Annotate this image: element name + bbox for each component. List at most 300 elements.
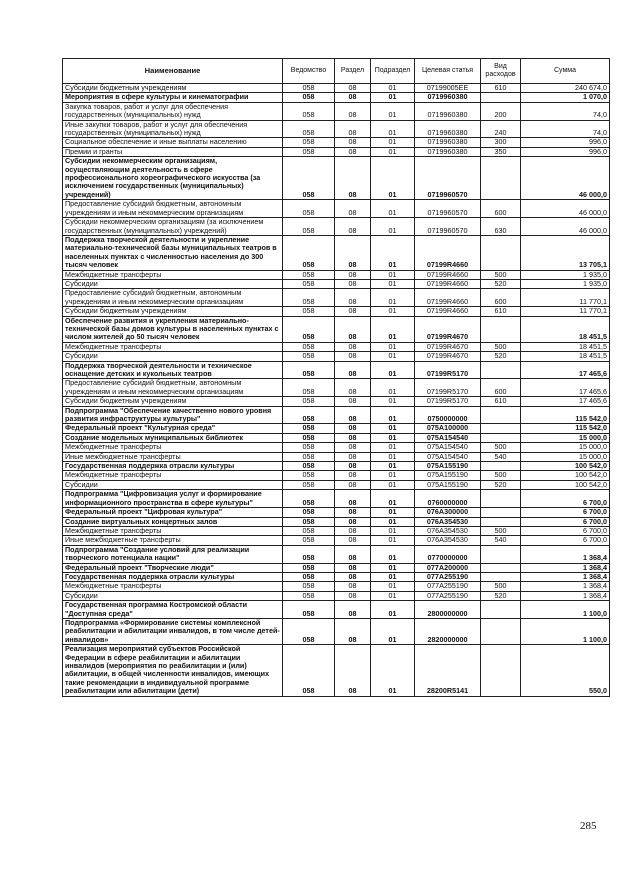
cell-expense-type — [481, 424, 521, 433]
cell-section: 08 — [335, 352, 371, 361]
cell-amount: 6 700,0 — [521, 490, 610, 508]
cell-amount: 74,0 — [521, 120, 610, 138]
cell-expense-type: 350 — [481, 147, 521, 156]
cell-target-article: 0719960380 — [415, 120, 481, 138]
cell-section: 08 — [335, 200, 371, 218]
cell-target-article: 0719960570 — [415, 218, 481, 236]
cell-section: 08 — [335, 138, 371, 147]
cell-amount: 240 674,0 — [521, 84, 610, 93]
cell-name: Федеральный проект "Творческие люди" — [63, 563, 283, 572]
cell-amount: 100 542,0 — [521, 471, 610, 480]
cell-department: 058 — [283, 218, 335, 236]
cell-subsection: 01 — [371, 138, 415, 147]
cell-expense-type — [481, 645, 521, 696]
cell-expense-type: 500 — [481, 582, 521, 591]
cell-subsection: 01 — [371, 200, 415, 218]
table-row — [63, 397, 610, 406]
cell-name: Субсидии бюджетным учреждениям — [63, 307, 283, 316]
cell-section: 08 — [335, 471, 371, 480]
cell-subsection: 01 — [371, 645, 415, 696]
cell-name: Государственная поддержка отрасли культуры — [63, 462, 283, 471]
cell-amount: 17 465,6 — [521, 379, 610, 397]
cell-expense-type: 600 — [481, 289, 521, 307]
cell-subsection: 01 — [371, 84, 415, 93]
cell-target-article: 075A154540 — [415, 433, 481, 442]
cell-subsection: 01 — [371, 618, 415, 644]
cell-expense-type: 500 — [481, 526, 521, 535]
cell-subsection: 01 — [371, 536, 415, 545]
cell-amount: 996,0 — [521, 147, 610, 156]
cell-name: Подпрограмма "Создание условий для реализации творческого потенциала нации" — [63, 545, 283, 563]
cell-department: 058 — [283, 342, 335, 351]
cell-expense-type — [481, 406, 521, 424]
cell-department: 058 — [283, 316, 335, 342]
cell-target-article: 076А354530 — [415, 536, 481, 545]
cell-section: 08 — [335, 645, 371, 696]
header-section: Раздел — [335, 59, 371, 84]
cell-expense-type — [481, 316, 521, 342]
cell-department: 058 — [283, 582, 335, 591]
cell-section: 08 — [335, 517, 371, 526]
table-row — [63, 138, 610, 147]
budget-table-sheet — [62, 58, 609, 697]
cell-expense-type — [481, 545, 521, 563]
cell-expense-type — [481, 517, 521, 526]
cell-amount: 17 465,6 — [521, 397, 610, 406]
table-row — [63, 157, 610, 200]
cell-department: 058 — [283, 645, 335, 696]
cell-section: 08 — [335, 452, 371, 461]
cell-name: Субсидии — [63, 591, 283, 600]
cell-target-article: 077A255190 — [415, 572, 481, 581]
cell-expense-type: 540 — [481, 536, 521, 545]
cell-section: 08 — [335, 270, 371, 279]
cell-expense-type: 520 — [481, 480, 521, 489]
cell-target-article: 0760000000 — [415, 490, 481, 508]
cell-amount: 18 451,5 — [521, 316, 610, 342]
cell-amount: 1 100,0 — [521, 618, 610, 644]
cell-department: 058 — [283, 508, 335, 517]
cell-target-article: 0719960380 — [415, 138, 481, 147]
table-row — [63, 235, 610, 270]
cell-section: 08 — [335, 316, 371, 342]
cell-section: 08 — [335, 147, 371, 156]
table-row — [63, 316, 610, 342]
cell-section: 08 — [335, 572, 371, 581]
header-target-article: Целевая статья — [415, 59, 481, 84]
cell-subsection: 01 — [371, 572, 415, 581]
cell-expense-type — [481, 618, 521, 644]
cell-section: 08 — [335, 406, 371, 424]
cell-name: Иные закупки товаров, работ и услуг для обеспечения государственных (муниципальных) нужд — [63, 120, 283, 138]
cell-amount: 13 705,1 — [521, 235, 610, 270]
cell-subsection: 01 — [371, 452, 415, 461]
cell-department: 058 — [283, 157, 335, 200]
table-row — [63, 406, 610, 424]
cell-expense-type: 610 — [481, 307, 521, 316]
cell-subsection: 01 — [371, 379, 415, 397]
cell-section: 08 — [335, 157, 371, 200]
cell-name: Предоставление субсидий бюджетным, автономным учреждениям и иным некоммерческим организациям — [63, 289, 283, 307]
cell-target-article: 075A154540 — [415, 452, 481, 461]
cell-name: Реализация мероприятий субъектов Российской Федерации в сфере реабилитации и абилитации инвалидов (мероприятия по реабилитации и (или) абилитации, в общей численности инвалидов, имеющих такие рекомендации в индивидуальной программе реабилитации или абилитации (дети) — [63, 645, 283, 696]
table-row — [63, 452, 610, 461]
table-row — [63, 289, 610, 307]
cell-amount: 6 700,0 — [521, 526, 610, 535]
cell-department: 058 — [283, 235, 335, 270]
cell-department: 058 — [283, 462, 335, 471]
cell-department: 058 — [283, 563, 335, 572]
cell-target-article: 077A255190 — [415, 582, 481, 591]
table-row — [63, 93, 610, 102]
cell-target-article: 07199R4660 — [415, 307, 481, 316]
cell-expense-type — [481, 490, 521, 508]
cell-amount: 18 451,5 — [521, 352, 610, 361]
header-name: Наименование — [63, 59, 283, 84]
cell-target-article: 075A154540 — [415, 443, 481, 452]
cell-amount: 46 000,0 — [521, 200, 610, 218]
cell-department: 058 — [283, 601, 335, 619]
cell-section: 08 — [335, 84, 371, 93]
cell-expense-type — [481, 361, 521, 379]
cell-target-article: 0719960570 — [415, 200, 481, 218]
cell-section: 08 — [335, 536, 371, 545]
cell-name: Социальное обеспечение и иные выплаты населению — [63, 138, 283, 147]
cell-target-article: 076А300000 — [415, 508, 481, 517]
cell-subsection: 01 — [371, 157, 415, 200]
cell-amount: 115 542,0 — [521, 406, 610, 424]
table-row — [63, 545, 610, 563]
cell-target-article: 07199R4660 — [415, 289, 481, 307]
cell-subsection: 01 — [371, 270, 415, 279]
cell-expense-type — [481, 601, 521, 619]
cell-department: 058 — [283, 361, 335, 379]
table-row — [63, 147, 610, 156]
cell-name: Субсидии бюджетным учреждениям — [63, 397, 283, 406]
table-row — [63, 526, 610, 535]
table-row — [63, 379, 610, 397]
cell-target-article: 077A200000 — [415, 563, 481, 572]
cell-target-article: 0770000000 — [415, 545, 481, 563]
cell-name: Субсидии некоммерческим организациям (за исключением государственных (муниципальных) учреждений) — [63, 218, 283, 236]
table-row — [63, 582, 610, 591]
cell-expense-type: 600 — [481, 200, 521, 218]
cell-amount: 1 368,4 — [521, 563, 610, 572]
cell-amount: 15 000,0 — [521, 443, 610, 452]
cell-department: 058 — [283, 352, 335, 361]
cell-target-article: 0719960380 — [415, 102, 481, 120]
cell-amount: 1 935,0 — [521, 279, 610, 288]
cell-name: Подпрограмма "Цифровизация услуг и формирование информационного пространства в сфере культуры" — [63, 490, 283, 508]
table-row — [63, 218, 610, 236]
cell-name: Государственная программа Костромской области "Доступная среда" — [63, 601, 283, 619]
table-row — [63, 279, 610, 288]
cell-target-article: 07199R5170 — [415, 397, 481, 406]
cell-section: 08 — [335, 307, 371, 316]
cell-department: 058 — [283, 289, 335, 307]
cell-amount: 6 700,0 — [521, 536, 610, 545]
cell-subsection: 01 — [371, 102, 415, 120]
table-row — [63, 307, 610, 316]
cell-subsection: 01 — [371, 361, 415, 379]
cell-subsection: 01 — [371, 235, 415, 270]
table-row — [63, 443, 610, 452]
cell-department: 058 — [283, 120, 335, 138]
cell-amount: 996,0 — [521, 138, 610, 147]
cell-amount: 115 542,0 — [521, 424, 610, 433]
cell-section: 08 — [335, 618, 371, 644]
cell-department: 058 — [283, 443, 335, 452]
cell-target-article: 0719960570 — [415, 157, 481, 200]
cell-department: 058 — [283, 490, 335, 508]
header-expense-type: Вид расходов — [481, 59, 521, 84]
cell-subsection: 01 — [371, 147, 415, 156]
cell-expense-type — [481, 462, 521, 471]
cell-department: 058 — [283, 480, 335, 489]
cell-section: 08 — [335, 563, 371, 572]
cell-name: Межбюджетные трансферты — [63, 270, 283, 279]
cell-expense-type: 520 — [481, 279, 521, 288]
cell-expense-type: 630 — [481, 218, 521, 236]
cell-section: 08 — [335, 582, 371, 591]
cell-name: Межбюджетные трансферты — [63, 342, 283, 351]
cell-amount: 6 700,0 — [521, 517, 610, 526]
cell-target-article: 2800000000 — [415, 601, 481, 619]
header-subsection: Подраздел — [371, 59, 415, 84]
cell-section: 08 — [335, 480, 371, 489]
header-department: Ведомство — [283, 59, 335, 84]
cell-department: 058 — [283, 102, 335, 120]
table-row — [63, 342, 610, 351]
cell-department: 058 — [283, 591, 335, 600]
table-row — [63, 352, 610, 361]
table-row — [63, 508, 610, 517]
cell-expense-type — [481, 157, 521, 200]
table-row — [63, 563, 610, 572]
cell-expense-type: 610 — [481, 84, 521, 93]
cell-subsection: 01 — [371, 433, 415, 442]
cell-expense-type: 300 — [481, 138, 521, 147]
cell-target-article: 07199R4660 — [415, 279, 481, 288]
cell-department: 058 — [283, 572, 335, 581]
cell-department: 058 — [283, 307, 335, 316]
cell-subsection: 01 — [371, 563, 415, 572]
cell-target-article: 07199R4660 — [415, 235, 481, 270]
cell-subsection: 01 — [371, 462, 415, 471]
cell-subsection: 01 — [371, 424, 415, 433]
cell-department: 058 — [283, 379, 335, 397]
cell-expense-type: 500 — [481, 270, 521, 279]
cell-target-article: 07199005ЕЕ — [415, 84, 481, 93]
cell-section: 08 — [335, 289, 371, 307]
cell-department: 058 — [283, 452, 335, 461]
cell-expense-type: 500 — [481, 471, 521, 480]
table-row — [63, 591, 610, 600]
cell-name: Субсидии — [63, 352, 283, 361]
cell-name: Премии и гранты — [63, 147, 283, 156]
cell-subsection: 01 — [371, 591, 415, 600]
cell-name: Субсидии бюджетным учреждениям — [63, 84, 283, 93]
cell-subsection: 01 — [371, 582, 415, 591]
cell-name: Федеральный проект "Культурная среда" — [63, 424, 283, 433]
cell-name: Создание модельных муниципальных библиотек — [63, 433, 283, 442]
cell-subsection: 01 — [371, 342, 415, 351]
table-row — [63, 270, 610, 279]
table-row — [63, 462, 610, 471]
header-amount: Сумма — [521, 59, 610, 84]
table-row — [63, 480, 610, 489]
cell-expense-type: 520 — [481, 591, 521, 600]
cell-amount: 46 000,0 — [521, 218, 610, 236]
cell-target-article: 07199R4660 — [415, 270, 481, 279]
cell-name: Межбюджетные трансферты — [63, 526, 283, 535]
cell-name: Предоставление субсидий бюджетным, автономным учреждениям и иным некоммерческим организациям — [63, 379, 283, 397]
cell-target-article: 07199R4670 — [415, 316, 481, 342]
cell-expense-type — [481, 572, 521, 581]
cell-expense-type — [481, 93, 521, 102]
table-row — [63, 517, 610, 526]
cell-department: 058 — [283, 397, 335, 406]
cell-name: Закупка товаров, работ и услуг для обеспечения государственных (муниципальных) нужд — [63, 102, 283, 120]
table-row — [63, 618, 610, 644]
cell-expense-type: 500 — [481, 443, 521, 452]
cell-section: 08 — [335, 102, 371, 120]
table-row — [63, 471, 610, 480]
page-number: 285 — [580, 820, 597, 832]
cell-subsection: 01 — [371, 601, 415, 619]
cell-expense-type: 540 — [481, 452, 521, 461]
cell-name: Федеральный проект "Цифровая культура" — [63, 508, 283, 517]
table-row — [63, 433, 610, 442]
cell-name: Субсидии — [63, 480, 283, 489]
table-row — [63, 120, 610, 138]
cell-expense-type — [481, 433, 521, 442]
cell-subsection: 01 — [371, 289, 415, 307]
cell-expense-type — [481, 235, 521, 270]
cell-expense-type: 520 — [481, 352, 521, 361]
cell-department: 058 — [283, 517, 335, 526]
cell-target-article: 0750000000 — [415, 406, 481, 424]
cell-section: 08 — [335, 93, 371, 102]
cell-target-article: 075A155190 — [415, 471, 481, 480]
cell-section: 08 — [335, 235, 371, 270]
cell-department: 058 — [283, 406, 335, 424]
cell-section: 08 — [335, 508, 371, 517]
cell-amount: 15 000,0 — [521, 452, 610, 461]
cell-name: Субсидии некоммерческим организациям, осуществляющим деятельность в сфере профессионального хореографического искусства (за исключением государственных (муниципальных) учреждений) — [63, 157, 283, 200]
cell-target-article: 0719960380 — [415, 147, 481, 156]
cell-subsection: 01 — [371, 120, 415, 138]
cell-expense-type — [481, 563, 521, 572]
cell-section: 08 — [335, 361, 371, 379]
cell-section: 08 — [335, 342, 371, 351]
cell-subsection: 01 — [371, 526, 415, 535]
cell-subsection: 01 — [371, 480, 415, 489]
cell-amount: 1 070,0 — [521, 93, 610, 102]
cell-amount: 74,0 — [521, 102, 610, 120]
cell-subsection: 01 — [371, 443, 415, 452]
cell-department: 058 — [283, 545, 335, 563]
table-row — [63, 645, 610, 696]
cell-amount: 1 368,4 — [521, 545, 610, 563]
cell-department: 058 — [283, 279, 335, 288]
cell-subsection: 01 — [371, 406, 415, 424]
cell-name: Межбюджетные трансферты — [63, 582, 283, 591]
cell-subsection: 01 — [371, 508, 415, 517]
cell-target-article: 076А354530 — [415, 517, 481, 526]
cell-department: 058 — [283, 138, 335, 147]
cell-section: 08 — [335, 591, 371, 600]
cell-department: 058 — [283, 471, 335, 480]
cell-name: Поддержка творческой деятельности и техническое оснащение детских и кукольных театров — [63, 361, 283, 379]
cell-name: Поддержка творческой деятельности и укрепление материально-технической базы муниципальных театров в населенных пунктах с численностью населения до 300 тысяч человек — [63, 235, 283, 270]
cell-name: Создание виртуальных концертных залов — [63, 517, 283, 526]
table-row — [63, 536, 610, 545]
cell-subsection: 01 — [371, 218, 415, 236]
table-row — [63, 200, 610, 218]
cell-amount: 100 542,0 — [521, 480, 610, 489]
cell-subsection: 01 — [371, 93, 415, 102]
cell-name: Подпрограмма "Обеспечение качественно нового уровня развития инфраструктуры культуры" — [63, 406, 283, 424]
cell-amount: 1 368,4 — [521, 582, 610, 591]
cell-expense-type: 240 — [481, 120, 521, 138]
cell-section: 08 — [335, 545, 371, 563]
table-row — [63, 102, 610, 120]
cell-target-article: 075A155190 — [415, 480, 481, 489]
cell-department: 058 — [283, 270, 335, 279]
cell-name: Предоставление субсидий бюджетным, автономным учреждениям и иным некоммерческим организациям — [63, 200, 283, 218]
cell-name: Иные межбюджетные трансферты — [63, 536, 283, 545]
cell-department: 058 — [283, 618, 335, 644]
cell-subsection: 01 — [371, 307, 415, 316]
cell-subsection: 01 — [371, 316, 415, 342]
cell-target-article: 07199R5170 — [415, 379, 481, 397]
cell-amount: 1 935,0 — [521, 270, 610, 279]
cell-department: 058 — [283, 84, 335, 93]
table-row — [63, 424, 610, 433]
table-header-row — [63, 59, 610, 84]
cell-department: 058 — [283, 200, 335, 218]
cell-amount: 6 700,0 — [521, 508, 610, 517]
cell-amount: 17 465,6 — [521, 361, 610, 379]
table-row — [63, 572, 610, 581]
cell-department: 058 — [283, 536, 335, 545]
cell-target-article: 07199R4670 — [415, 352, 481, 361]
cell-subsection: 01 — [371, 545, 415, 563]
cell-target-article: 0719960380 — [415, 93, 481, 102]
cell-name: Межбюджетные трансферты — [63, 443, 283, 452]
cell-section: 08 — [335, 462, 371, 471]
cell-name: Подпрограмма «Формирование системы комплексной реабилитации и абилитации инвалидов, в том числе детей-инвалидов» — [63, 618, 283, 644]
cell-subsection: 01 — [371, 490, 415, 508]
cell-section: 08 — [335, 490, 371, 508]
cell-amount: 100 542,0 — [521, 462, 610, 471]
cell-section: 08 — [335, 526, 371, 535]
cell-target-article: 2820000000 — [415, 618, 481, 644]
cell-amount: 15 000,0 — [521, 433, 610, 442]
table-row — [63, 84, 610, 93]
cell-section: 08 — [335, 279, 371, 288]
cell-amount: 11 770,1 — [521, 289, 610, 307]
cell-subsection: 01 — [371, 352, 415, 361]
cell-section: 08 — [335, 443, 371, 452]
cell-name: Государственная поддержка отрасли культуры — [63, 572, 283, 581]
cell-name: Иные межбюджетные трансферты — [63, 452, 283, 461]
cell-name: Обеспечение развития и укрепления материально-технической базы домов культуры в населенных пунктах с числом жителей до 50 тысяч человек — [63, 316, 283, 342]
cell-department: 058 — [283, 93, 335, 102]
cell-section: 08 — [335, 433, 371, 442]
cell-department: 058 — [283, 424, 335, 433]
